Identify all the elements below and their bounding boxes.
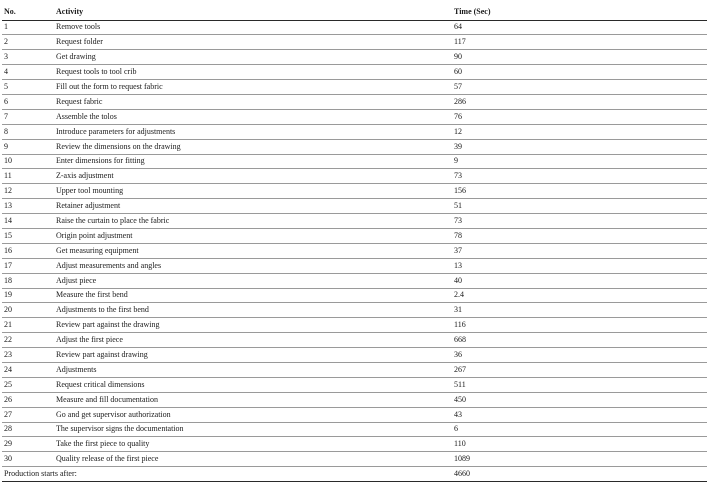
row-activity: Measure the first bend: [54, 288, 452, 303]
row-time: 13: [452, 258, 707, 273]
row-number: 6: [2, 94, 54, 109]
activity-time-table-container: [2, 4, 707, 482]
table-row: [2, 258, 707, 273]
row-activity: Go and get supervisor authorization: [54, 407, 452, 422]
table-header: [2, 4, 707, 20]
row-number: 7: [2, 109, 54, 124]
row-activity: Review part against the drawing: [54, 318, 452, 333]
row-time: 31: [452, 303, 707, 318]
row-number: 13: [2, 199, 54, 214]
table-row: [2, 35, 707, 50]
table-row: [2, 407, 707, 422]
row-time: 450: [452, 392, 707, 407]
table-row: [2, 273, 707, 288]
row-activity: Measure and fill documentation: [54, 392, 452, 407]
row-number: 12: [2, 184, 54, 199]
row-activity: Introduce parameters for adjustments: [54, 124, 452, 139]
table-body: [2, 20, 707, 482]
row-activity: Remove tools: [54, 20, 452, 35]
row-time: 668: [452, 333, 707, 348]
table-row: [2, 139, 707, 154]
row-time: 116: [452, 318, 707, 333]
table-row: [2, 228, 707, 243]
table-row: [2, 50, 707, 65]
row-time: 60: [452, 65, 707, 80]
row-time: 110: [452, 437, 707, 452]
row-number: 1: [2, 20, 54, 35]
table-row: [2, 392, 707, 407]
table-row: [2, 109, 707, 124]
row-activity: Review part against drawing: [54, 348, 452, 363]
header-time: Time (Sec): [452, 4, 707, 20]
row-time: 40: [452, 273, 707, 288]
table-row: [2, 348, 707, 363]
table-row: [2, 154, 707, 169]
row-activity: Raise the curtain to place the fabric: [54, 214, 452, 229]
row-number: 19: [2, 288, 54, 303]
table-row: [2, 94, 707, 109]
row-activity: Adjust the first piece: [54, 333, 452, 348]
row-activity: Take the first piece to quality: [54, 437, 452, 452]
table-row: [2, 124, 707, 139]
row-activity: Adjust piece: [54, 273, 452, 288]
row-time: 1089: [452, 452, 707, 467]
row-time: 117: [452, 35, 707, 50]
table-row: [2, 452, 707, 467]
row-time: 73: [452, 169, 707, 184]
table-row: [2, 318, 707, 333]
row-number: 30: [2, 452, 54, 467]
table-row: [2, 199, 707, 214]
row-time: 39: [452, 139, 707, 154]
table-row: [2, 184, 707, 199]
row-time: 51: [452, 199, 707, 214]
row-time: 6: [452, 422, 707, 437]
row-time: 76: [452, 109, 707, 124]
row-time: 2.4: [452, 288, 707, 303]
row-activity: Request folder: [54, 35, 452, 50]
row-time: 9: [452, 154, 707, 169]
row-number: 14: [2, 214, 54, 229]
row-number: 21: [2, 318, 54, 333]
row-activity: The supervisor signs the documentation: [54, 422, 452, 437]
row-time: 286: [452, 94, 707, 109]
footer-label: Production starts after:: [2, 467, 452, 482]
activity-time-table: [2, 4, 707, 482]
row-number: 26: [2, 392, 54, 407]
row-activity: Z-axis adjustment: [54, 169, 452, 184]
row-time: 90: [452, 50, 707, 65]
row-number: 10: [2, 154, 54, 169]
table-row: [2, 169, 707, 184]
row-time: 36: [452, 348, 707, 363]
row-number: 15: [2, 228, 54, 243]
row-number: 22: [2, 333, 54, 348]
table-row: [2, 362, 707, 377]
table-row: [2, 243, 707, 258]
row-number: 23: [2, 348, 54, 363]
row-time: 156: [452, 184, 707, 199]
table-row: [2, 214, 707, 229]
row-time: 511: [452, 377, 707, 392]
row-number: 2: [2, 35, 54, 50]
row-number: 27: [2, 407, 54, 422]
table-row: [2, 437, 707, 452]
row-time: 43: [452, 407, 707, 422]
row-number: 4: [2, 65, 54, 80]
row-number: 5: [2, 80, 54, 95]
row-number: 18: [2, 273, 54, 288]
row-number: 11: [2, 169, 54, 184]
header-no: No.: [2, 4, 54, 20]
row-number: 9: [2, 139, 54, 154]
row-time: 12: [452, 124, 707, 139]
table-row: [2, 20, 707, 35]
footer-row: [2, 467, 707, 482]
header-activity: Activity: [54, 4, 452, 20]
row-time: 57: [452, 80, 707, 95]
row-activity: Adjustments: [54, 362, 452, 377]
row-activity: Request fabric: [54, 94, 452, 109]
row-activity: Quality release of the first piece: [54, 452, 452, 467]
row-activity: Upper tool mounting: [54, 184, 452, 199]
row-activity: Get drawing: [54, 50, 452, 65]
row-activity: Get measuring equipment: [54, 243, 452, 258]
header-row: [2, 4, 707, 20]
row-activity: Assemble the tolos: [54, 109, 452, 124]
row-activity: Adjustments to the first bend: [54, 303, 452, 318]
row-activity: Request critical dimensions: [54, 377, 452, 392]
row-time: 78: [452, 228, 707, 243]
row-activity: Review the dimensions on the drawing: [54, 139, 452, 154]
row-time: 64: [452, 20, 707, 35]
table-row: [2, 80, 707, 95]
row-number: 24: [2, 362, 54, 377]
footer-total-time: 4660: [452, 467, 707, 482]
row-activity: Adjust measurements and angles: [54, 258, 452, 273]
row-activity: Request tools to tool crib: [54, 65, 452, 80]
row-time: 267: [452, 362, 707, 377]
table-row: [2, 288, 707, 303]
row-number: 28: [2, 422, 54, 437]
row-activity: Origin point adjustment: [54, 228, 452, 243]
row-activity: Fill out the form to request fabric: [54, 80, 452, 95]
row-time: 73: [452, 214, 707, 229]
table-row: [2, 333, 707, 348]
table-row: [2, 422, 707, 437]
row-number: 29: [2, 437, 54, 452]
row-number: 3: [2, 50, 54, 65]
table-row: [2, 377, 707, 392]
row-time: 37: [452, 243, 707, 258]
table-row: [2, 65, 707, 80]
row-number: 25: [2, 377, 54, 392]
row-number: 16: [2, 243, 54, 258]
table-row: [2, 303, 707, 318]
row-number: 8: [2, 124, 54, 139]
row-number: 17: [2, 258, 54, 273]
row-number: 20: [2, 303, 54, 318]
row-activity: Retainer adjustment: [54, 199, 452, 214]
row-activity: Enter dimensions for fitting: [54, 154, 452, 169]
